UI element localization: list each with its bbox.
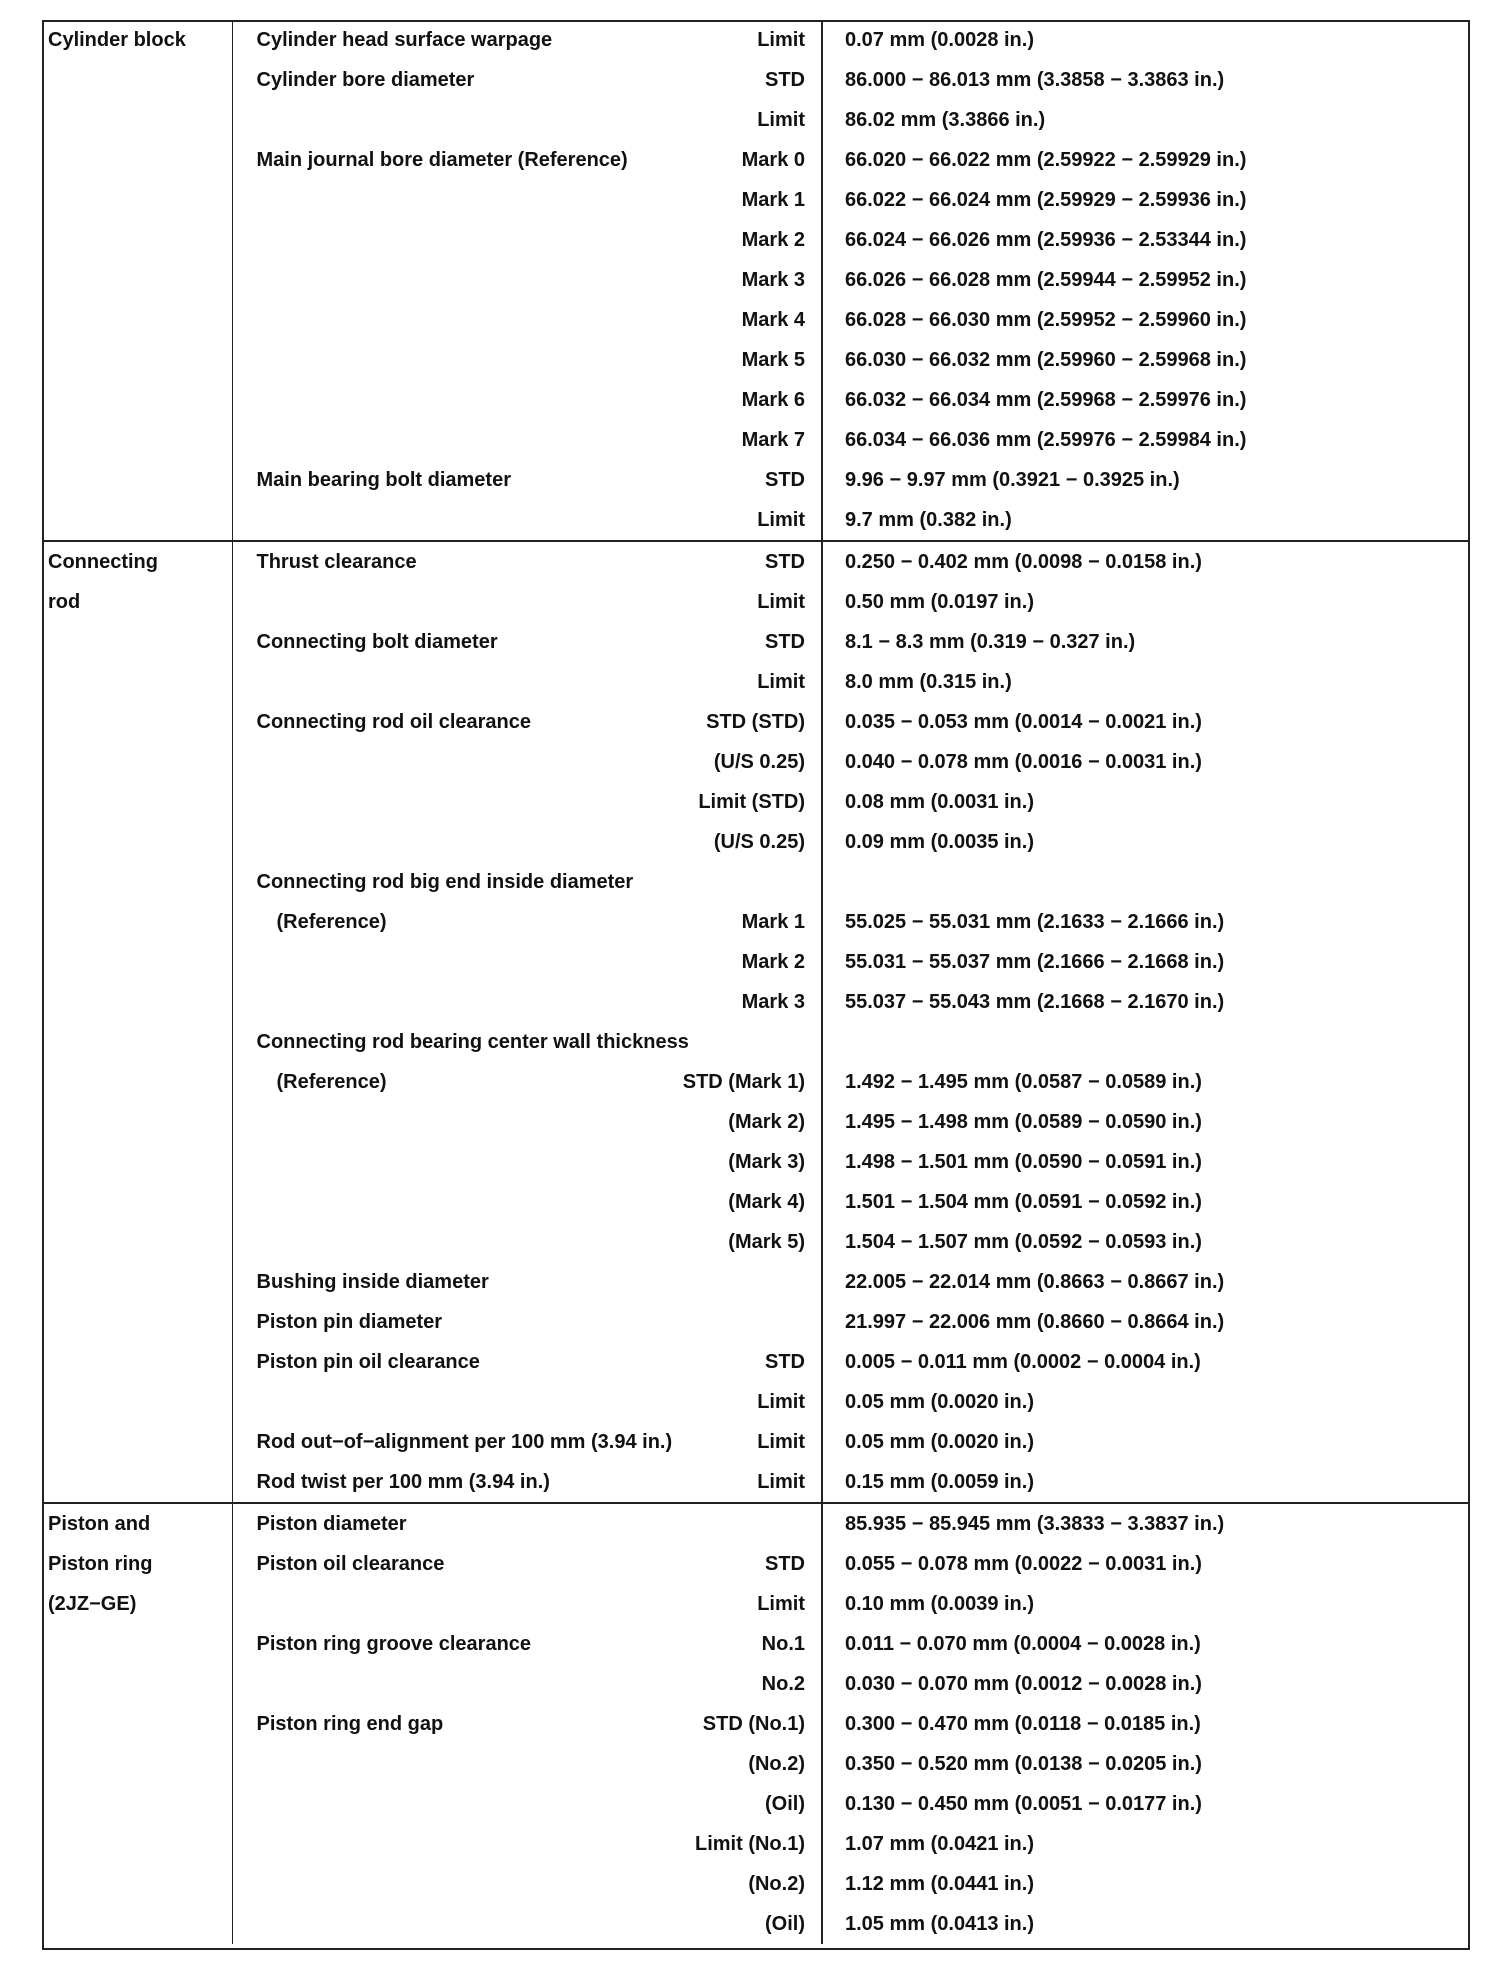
condition-label: Limit [757,29,805,51]
spec-value: 85.935 − 85.945 mm (3.3833 − 3.3837 in.) [822,1503,1468,1544]
section-label [42,622,232,662]
condition-label: (U/S 0.25) [713,751,805,773]
section-label [42,982,232,1022]
item-label [253,100,257,140]
item-label: Cylinder bore diameter [256,69,475,91]
item-cell [232,662,822,702]
item-label: Connecting rod bearing center wall thickness [256,1031,689,1053]
condition-label: Mark 6 [741,389,805,411]
item-cell [232,1744,822,1784]
condition-label: STD (STD) [706,711,805,733]
item-cell [232,1544,822,1584]
item-cell [232,260,822,300]
spec-row [42,60,1468,100]
spec-value: 66.022 − 66.024 mm (2.59929 − 2.59936 in.) [845,189,1247,211]
spec-value: 1.495 − 1.498 mm (0.0589 − 0.0590 in.) [845,1111,1202,1133]
item-cell [232,1142,822,1182]
condition-label: Mark 5 [741,349,805,371]
condition-label: Mark 7 [741,429,805,451]
item-label: (Reference) [276,1071,387,1093]
condition-label: Limit [757,509,805,531]
spec-row [42,541,1468,582]
condition-label: (Oil) [765,1913,805,1935]
spec-value: 22.005 − 22.014 mm (0.8663 − 0.8667 in.) [845,1271,1225,1293]
spec-row [42,1382,1468,1422]
condition-label: Limit [757,1593,805,1615]
section-label [42,1422,232,1462]
section-label [42,60,232,100]
spec-value: 66.024 − 66.026 mm (2.59936 − 2.53344 in.) [845,229,1247,251]
spec-row [42,20,1468,60]
item-label [253,1904,257,1944]
section-label [42,1904,232,1944]
item-cell [232,1182,822,1222]
item-label [253,1142,257,1182]
item-label [253,822,257,862]
section-label [42,420,232,460]
spec-value: 66.034 − 66.036 mm (2.59976 − 2.59984 in.) [845,429,1247,451]
item-cell [232,1624,822,1664]
spec-value: 0.005 − 0.011 mm (0.0002 − 0.0004 in.) [845,1351,1201,1373]
spec-value: 86.02 mm (3.3866 in.) [845,109,1046,131]
item-label [253,742,257,782]
item-label [253,582,257,622]
section-label [42,1824,232,1864]
condition-label: STD [765,69,805,91]
condition-label: No.2 [761,1673,805,1695]
spec-row [42,1584,1468,1624]
condition-label: Limit [757,1391,805,1413]
section-label [42,1664,232,1704]
condition-label: STD (No.1) [702,1713,805,1735]
item-cell [232,582,822,622]
spec-row [42,1744,1468,1784]
item-label [253,1222,257,1262]
condition-label: Mark 1 [741,911,805,933]
spec-row [42,500,1468,541]
section-label [42,702,232,742]
spec-row [42,1544,1468,1584]
spec-row [42,1062,1468,1102]
spec-row [42,1302,1468,1342]
condition-label: Mark 3 [741,991,805,1013]
condition-label: Mark 4 [741,309,805,331]
item-label [253,1864,257,1904]
item-label [253,380,257,420]
item-label [253,340,257,380]
section-label [42,1864,232,1904]
item-cell [232,1382,822,1422]
spec-value: 66.030 − 66.032 mm (2.59960 − 2.59968 in.) [845,349,1247,371]
specification-table [42,20,1468,1944]
spec-value: 0.10 mm (0.0039 in.) [845,1593,1034,1615]
item-cell [232,1904,822,1944]
spec-value: 55.037 − 55.043 mm (2.1668 − 2.1670 in.) [845,991,1225,1013]
spec-value: 21.997 − 22.006 mm (0.8660 − 0.8664 in.) [845,1311,1225,1333]
spec-row [42,260,1468,300]
item-label [253,1182,257,1222]
spec-value: 0.350 − 0.520 mm (0.0138 − 0.0205 in.) [845,1753,1202,1775]
item-label: Piston pin oil clearance [256,1351,480,1373]
section-label [42,942,232,982]
spec-value: 8.0 mm (0.315 in.) [845,671,1012,693]
section-label [42,1704,232,1744]
condition-label: Limit (STD) [698,791,805,813]
spec-row [42,180,1468,220]
section-label [42,220,232,260]
condition-label: Limit [757,1431,805,1453]
item-cell [232,541,822,582]
section-label [42,1182,232,1222]
condition-label: (No.2) [748,1873,805,1895]
item-label [253,662,257,702]
condition-label: Mark 2 [741,951,805,973]
item-cell [232,500,822,541]
section-label [42,500,232,541]
item-label: Rod out−of−alignment per 100 mm (3.94 in.) [256,1431,673,1453]
section-label [42,662,232,702]
condition-label: (Mark 3) [728,1151,805,1173]
item-label [253,220,257,260]
spec-row [42,140,1468,180]
item-label [253,1664,257,1704]
section-label [42,822,232,862]
item-label [253,982,257,1022]
section-label [42,1222,232,1262]
condition-label: (U/S 0.25) [713,831,805,853]
condition-label: No.1 [761,1633,805,1655]
spec-value: 0.05 mm (0.0020 in.) [845,1431,1034,1453]
item-label: Main bearing bolt diameter [256,469,511,491]
condition-label: Limit (No.1) [695,1833,805,1855]
item-label [253,260,257,300]
spec-row [42,622,1468,662]
item-cell [232,420,822,460]
section-label [42,460,232,500]
item-label [253,1382,257,1422]
spec-value: 1.12 mm (0.0441 in.) [845,1873,1034,1895]
item-cell [232,140,822,180]
item-cell [232,1342,822,1382]
spec-row [42,582,1468,622]
condition-label: STD [765,551,805,573]
section-label [42,1302,232,1342]
section-label [42,1062,232,1102]
item-cell [232,622,822,662]
item-label: Piston diameter [256,1513,407,1535]
item-label: Piston pin diameter [256,1311,443,1333]
section-label: Connecting [42,541,232,582]
condition-label: Mark 0 [741,149,805,171]
item-label [253,1102,257,1142]
item-cell [232,1704,822,1744]
spec-row [42,220,1468,260]
spec-row [42,1462,1468,1503]
spec-value: 0.300 − 0.470 mm (0.0118 − 0.0185 in.) [845,1713,1201,1735]
spec-value: 0.07 mm (0.0028 in.) [845,29,1034,51]
spec-value [822,1022,1468,1062]
item-label [253,1824,257,1864]
spec-value: 0.250 − 0.402 mm (0.0098 − 0.0158 in.) [822,541,1468,582]
item-cell [232,982,822,1022]
item-cell [232,1664,822,1704]
spec-row [42,300,1468,340]
spec-value: 0.05 mm (0.0020 in.) [845,1391,1034,1413]
condition-label: Mark 1 [741,189,805,211]
section-label [42,100,232,140]
spec-value: 0.130 − 0.450 mm (0.0051 − 0.0177 in.) [845,1793,1202,1815]
item-cell [232,822,822,862]
item-cell [232,220,822,260]
item-label: Piston oil clearance [256,1553,445,1575]
item-label [253,180,257,220]
condition-label: Limit [757,671,805,693]
item-cell [232,1584,822,1624]
item-cell [232,742,822,782]
condition-label: (Mark 2) [728,1111,805,1133]
section-label [42,1022,232,1062]
spec-value: 0.15 mm (0.0059 in.) [845,1471,1034,1493]
item-cell [232,1222,822,1262]
item-label: (Reference) [276,911,387,933]
section-label [42,1102,232,1142]
section-label [42,742,232,782]
spec-value: 66.028 − 66.030 mm (2.59952 − 2.59960 in.) [845,309,1247,331]
spec-row [42,942,1468,982]
item-label: Piston ring end gap [256,1713,444,1735]
spec-value: 66.020 − 66.022 mm (2.59922 − 2.59929 in.) [845,149,1247,171]
spec-row [42,1503,1468,1544]
spec-value [822,862,1468,902]
section-label: rod [42,582,232,622]
spec-row [42,1342,1468,1382]
item-cell [232,1864,822,1904]
spec-row [42,1824,1468,1864]
item-cell [232,300,822,340]
spec-value: 0.040 − 0.078 mm (0.0016 − 0.0031 in.) [845,751,1202,773]
condition-label: (Oil) [765,1793,805,1815]
spec-value: 8.1 − 8.3 mm (0.319 − 0.327 in.) [845,631,1136,653]
item-label: Rod twist per 100 mm (3.94 in.) [256,1471,550,1493]
item-label: Cylinder head surface warpage [256,29,553,51]
spec-value: 55.025 − 55.031 mm (2.1633 − 2.1666 in.) [845,911,1225,933]
section-label [42,1382,232,1422]
spec-value: 1.504 − 1.507 mm (0.0592 − 0.0593 in.) [845,1231,1202,1253]
section-label: (2JZ−GE) [42,1584,232,1624]
item-label: Thrust clearance [256,551,417,573]
spec-value: 86.000 − 86.013 mm (3.3858 − 3.3863 in.) [845,69,1225,91]
item-label: Piston ring groove clearance [256,1633,532,1655]
condition-label: STD [765,631,805,653]
section-label: Piston ring [42,1544,232,1584]
section-label [42,782,232,822]
item-cell [232,1784,822,1824]
spec-row [42,822,1468,862]
section-label [42,1784,232,1824]
item-cell [232,60,822,100]
condition-label: Mark 2 [741,229,805,251]
spec-row [42,662,1468,702]
item-cell [232,1062,822,1102]
spec-value: 1.492 − 1.495 mm (0.0587 − 0.0589 in.) [845,1071,1202,1093]
section-label [42,1744,232,1784]
spec-value: 1.07 mm (0.0421 in.) [845,1833,1034,1855]
spec-value: 0.011 − 0.070 mm (0.0004 − 0.0028 in.) [845,1633,1201,1655]
spec-value: 0.030 − 0.070 mm (0.0012 − 0.0028 in.) [845,1673,1202,1695]
spec-row [42,380,1468,420]
spec-row [42,1182,1468,1222]
item-cell [232,702,822,742]
spec-row [42,1864,1468,1904]
spec-row [42,1784,1468,1824]
spec-value: 1.501 − 1.504 mm (0.0591 − 0.0592 in.) [845,1191,1202,1213]
item-cell [232,1262,822,1302]
spec-row [42,702,1468,742]
item-cell [232,100,822,140]
section-label [42,862,232,902]
spec-row [42,742,1468,782]
item-label [253,500,257,540]
section-label [42,1342,232,1382]
section-label: Cylinder block [42,20,232,60]
condition-label: Mark 3 [741,269,805,291]
item-label [253,300,257,340]
spec-value: 0.09 mm (0.0035 in.) [845,831,1034,853]
condition-label: Limit [757,1471,805,1493]
item-cell [232,1462,822,1503]
item-cell [232,942,822,982]
condition-label: STD [765,1351,805,1373]
item-label [253,942,257,982]
spec-row [42,460,1468,500]
spec-row [42,1102,1468,1142]
spec-row [42,782,1468,822]
specification-table-body [42,20,1468,1944]
spec-value: 1.498 − 1.501 mm (0.0590 − 0.0591 in.) [845,1151,1202,1173]
spec-value: 9.7 mm (0.382 in.) [845,509,1012,531]
spec-value: 0.08 mm (0.0031 in.) [845,791,1034,813]
spec-row [42,1704,1468,1744]
spec-value: 1.05 mm (0.0413 in.) [845,1913,1034,1935]
section-label [42,340,232,380]
item-label [253,782,257,822]
item-cell [232,1422,822,1462]
item-label [253,1744,257,1784]
section-label [42,902,232,942]
spec-value: 66.032 − 66.034 mm (2.59968 − 2.59976 in.) [845,389,1247,411]
section-label [42,260,232,300]
item-cell [232,20,822,60]
spec-row [42,1222,1468,1262]
item-label: Connecting rod oil clearance [256,711,532,733]
spec-row [42,1904,1468,1944]
item-label [253,1584,257,1624]
spec-row [42,1022,1468,1062]
item-cell [232,1824,822,1864]
condition-label: (Mark 4) [728,1191,805,1213]
section-label [42,1624,232,1664]
item-cell [232,1102,822,1142]
spec-row [42,340,1468,380]
spec-value: 0.50 mm (0.0197 in.) [845,591,1034,613]
condition-label: (No.2) [748,1753,805,1775]
section-label [42,300,232,340]
item-cell [232,862,822,902]
item-label: Connecting rod big end inside diameter [256,871,634,893]
section-label [42,380,232,420]
condition-label: STD [765,1553,805,1575]
spec-row [42,1664,1468,1704]
spec-value: 0.055 − 0.078 mm (0.0022 − 0.0031 in.) [845,1553,1202,1575]
section-label [42,1142,232,1182]
item-cell [232,782,822,822]
section-label [42,140,232,180]
item-cell [232,1022,822,1062]
spec-row [42,420,1468,460]
item-cell [232,902,822,942]
spec-row [42,1422,1468,1462]
item-label [253,420,257,460]
spec-value: 9.96 − 9.97 mm (0.3921 − 0.3925 in.) [845,469,1180,491]
spec-value: 0.035 − 0.053 mm (0.0014 − 0.0021 in.) [845,711,1202,733]
item-cell [232,1503,822,1544]
spec-value: 55.031 − 55.037 mm (2.1666 − 2.1668 in.) [845,951,1225,973]
section-label [42,1262,232,1302]
item-cell [232,340,822,380]
spec-row [42,902,1468,942]
spec-row [42,862,1468,902]
item-cell [232,460,822,500]
section-label [42,180,232,220]
item-label: Bushing inside diameter [256,1271,489,1293]
section-label: Piston and [42,1503,232,1544]
spec-row [42,982,1468,1022]
item-cell [232,180,822,220]
item-label: Main journal bore diameter (Reference) [256,149,628,171]
spec-row [42,100,1468,140]
spec-row [42,1624,1468,1664]
condition-label: (Mark 5) [728,1231,805,1253]
condition-label: Limit [757,109,805,131]
spec-row [42,1142,1468,1182]
section-label [42,1462,232,1503]
condition-label: STD [765,469,805,491]
item-cell [232,1302,822,1342]
item-label [253,1784,257,1824]
condition-label: Limit [757,591,805,613]
spec-row [42,1262,1468,1302]
spec-value: 66.026 − 66.028 mm (2.59944 − 2.59952 in.) [845,269,1247,291]
item-cell [232,380,822,420]
item-label: Connecting bolt diameter [256,631,498,653]
condition-label: STD (Mark 1) [682,1071,805,1093]
